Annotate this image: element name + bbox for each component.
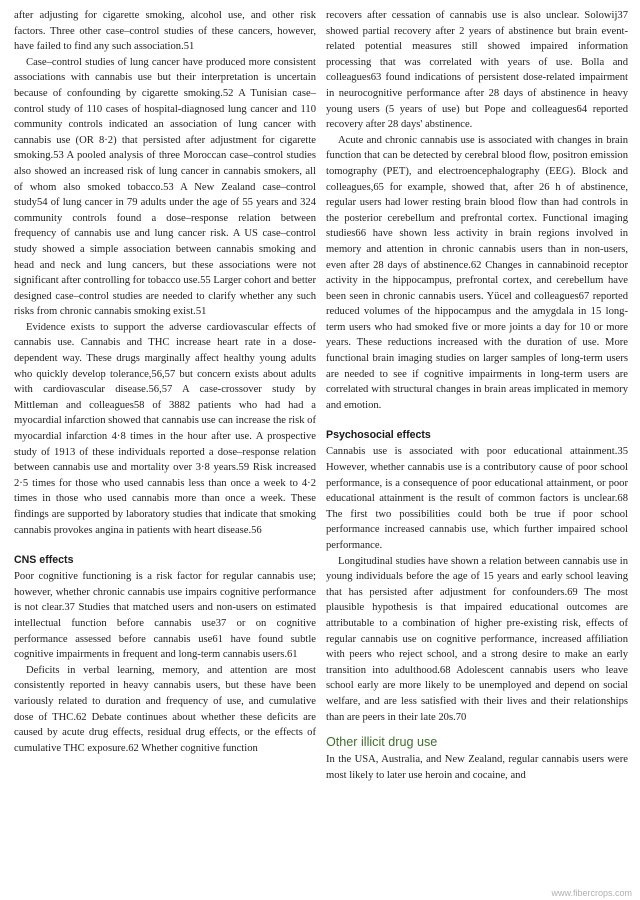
paragraph: In the USA, Australia, and New Zealand, regular cannabis users were most likely to later use heroin and cocaine, and [326, 754, 628, 781]
paragraph: Case–control studies of lung cancer have produced more consistent associations with cannabis use but their interpretation is uncertain because of confounding by cigarette smoking.52 A Tunisian case–control study of 110 cases of hospital-diagnosed lung cancer and 110 community controls indicated an association of lung cancer with cannabis use (OR 8·2) that persisted after adjustment for cigarette smoking.53 A pooled analysis of three Moroccan case–control studies also showed an increased risk of lung cancer in cannabis smokers, all of whom also smoked tobacco.53 A New Zealand case–control study54 of lung cancer in 79 adults under the age of 55 years and 324 community controls found a dose–response relation between frequency of cannabis use and lung cancer risk. A US case–control study showed a simple association between cannabis smoking and head and neck and lung cancers, but these associations were not significant after controlling for tobacco use.55 Larger cohort and better designed case–control studies are needed to clarify whether any such risks from chronic cannabis smoking exist.51 [14, 56, 316, 318]
right-column [326, 8, 628, 783]
article-page [14, 8, 626, 894]
paragraph: Deficits in verbal learning, memory, and attention are most consistently reported in heavy cannabis users, but these have been variously related to duration and frequency of use, and cumulative dose of THC.62 Debate continues about whether these deficits are caused by acute drug effects, residual drug effects, or the effects of cumulative THC exposure.62 Whether cognitive function [14, 664, 316, 754]
paragraph: Acute and chronic cannabis use is associated with changes in brain function that can be detected by cerebral blood flow, positron emission tomography (PET), and electroencephalography (EEG). Block and colleagues,65 for example, showed that, after 26 h of abstinence, regular users had lower resting brain blood flow than had controls in the posterior cerebellum and prefrontal cortex. Functional imaging studies66 have shown less activity in brain regions involved in memory and attention in chronic cannabis users than in non-users, even after 28 days of abstinence.62 Changes in cannabinoid receptor activity in the hippocampus, prefrontal cortex, and cerebellum have been seen in chronic cannabis users. Yücel and colleagues67 reported reduced volumes of the hippocampus and the amygdala in 15 long-term users who had smoked five or more joints a day for 10 or more years. These reductions increased with the duration of use. More functional brain imaging studies on larger samples of long-term users are needed to see if cognitive impairments in long-term users are correlated with structural changes in brain areas implicated in memory and emotion. [326, 134, 628, 411]
watermark: www.fibercrops.com [551, 888, 632, 898]
paragraph: after adjusting for cigarette smoking, alcohol use, and other risk factors. Three other case–control studies of these cancers, however, have failed to find any such association.51 [14, 10, 316, 53]
paragraph: Evidence exists to support the adverse cardiovascular effects of cannabis use. Cannabis and THC increase heart rate in a dose-dependent way. These drugs marginally affect healthy young adults who quickly develop tolerance,56,57 but concern exists about adults with cardiovascular disease.56,57 A case-crossover study by Mittleman and colleagues58 of 3882 patients who had had a myocardial infarction showed that cannabis use can increase the risk of myocardial infarction 4·8 times in the hour after use. A prospective study of 1913 of these individuals reported a dose–response relation between cannabis use and mortality over 3·8 years.59 Risk increased 2·5 times for those who used cannabis less than once a week to 4·2 times in those who used cannabis more than once a week. These findings are supported by laboratory studies that indicate that smoking cannabis provokes angina in patients with heart disease.56 [14, 321, 316, 536]
section-heading-cns: CNS effects [14, 554, 74, 567]
paragraph: recovers after cessation of cannabis use is also unclear. Solowij37 showed partial recovery after 2 years of abstinence but brain event-related potential measures still showed impaired information processing that was correlated with years of use. Bolla and colleagues63 found indications of persistent dose-related impairment in neurocognitive performance after 28 days of abstinence in heavy young users (5 years of use) but Pope and colleagues64 reported recovery after 28 days' abstinence. [326, 10, 628, 131]
section-heading-psychosocial: Psychosocial effects [326, 429, 431, 442]
section-heading-other-drug-use: Other illicit drug use [326, 735, 438, 750]
paragraph: Cannabis use is associated with poor educational attainment.35 However, whether cannabis use is a contributory cause of poor school performance, is a consequence of poor educational attainment, or poor educational attainment is the result of common factors is unclear.68 The first two possibilities could both be true if poor school performance increased cannabis use, which further impaired school performance. [326, 446, 628, 551]
paragraph: Longitudinal studies have shown a relation between cannabis use in young individuals before the age of 15 years and early school leaving that has persisted after adjustment for confounders.69 The most plausible hypothesis is that impaired educational outcomes are attributable to a combination of higher pre-existing risk, effects of regular cannabis use on cognitive performance, increased affiliation with peers who reject school, and a strong desire to make an early transition into adulthood.68 Adolescent cannabis users who leave school early are more likely to be unemployed and depend on social welfare, and are less satisfied with their lives and their relationships than are peers in their late 20s.70 [326, 555, 628, 723]
left-column [14, 8, 316, 756]
paragraph: Poor cognitive functioning is a risk factor for regular cannabis use; however, whether chronic cannabis use impairs cognitive performance is not clear.37 Studies that matched users and non-users on estimated intellectual function before cannabis use37 or on cognitive performance assessed before cannabis use61 have found subtle cognitive impairments in frequent and long-term cannabis users.61 [14, 571, 316, 661]
